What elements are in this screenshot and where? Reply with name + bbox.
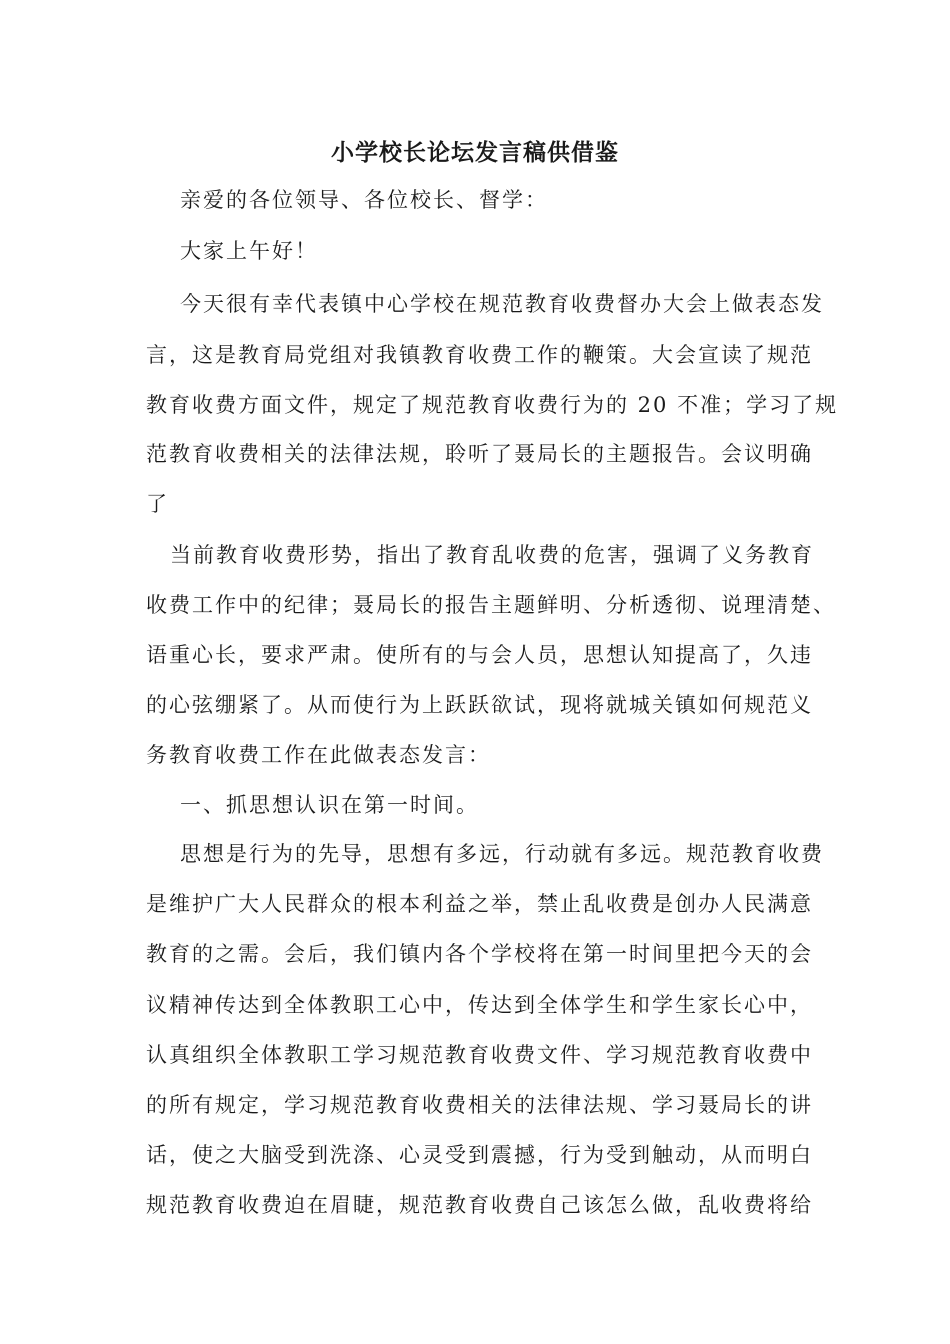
paragraph-line: 收费工作中的纪律；聂局长的报告主题鲜明、分析透彻、说理清楚、: [146, 593, 836, 617]
paragraph-line: 议精神传达到全体教职工心中，传达到全体学生和学生家长心中，: [146, 993, 813, 1017]
paragraph-line: 是维护广大人民群众的根本利益之举，禁止乱收费是创办人民满意: [146, 892, 813, 916]
paragraph-line: 当前教育收费形势，指出了教育乱收费的危害，强调了义务教育: [170, 543, 814, 567]
greeting-line: 亲爱的各位领导、各位校长、督学：: [180, 188, 548, 212]
section-heading: 一、抓思想认识在第一时间。: [180, 793, 479, 817]
paragraph-line: 今天很有幸代表镇中心学校在规范教育收费督办大会上做表态发: [180, 292, 824, 316]
paragraph-line: 思想是行为的先导，思想有多远，行动就有多远。规范教育收费: [180, 842, 824, 866]
paragraph-line: 的心弦绷紧了。从而使行为上跃跃欲试，现将就城关镇如何规范义: [146, 693, 813, 717]
document-title: 小学校长论坛发言稿供借鉴: [331, 139, 619, 166]
paragraph-line: 认真组织全体教职工学习规范教育收费文件、学习规范教育收费中: [146, 1043, 813, 1067]
paragraph-line: 语重心长，要求严肃。使所有的与会人员，思想认知提高了，久违: [146, 643, 813, 667]
paragraph-line: 的所有规定，学习规范教育收费相关的法律法规、学习聂局长的讲: [146, 1093, 813, 1117]
paragraph-line: 规范教育收费迫在眉睫，规范教育收费自己该怎么做，乱收费将给: [146, 1193, 813, 1217]
paragraph-line: 教育的之需。会后，我们镇内各个学校将在第一时间里把今天的会: [146, 942, 813, 966]
paragraph-line: 教育收费方面文件，规定了规范教育收费行为的 20 不准；学习了规: [146, 393, 839, 417]
paragraph-line: 了: [146, 492, 169, 516]
paragraph-line: 话，使之大脑受到洗涤、心灵受到震撼，行为受到触动，从而明白: [146, 1143, 813, 1167]
paragraph-line: 言，这是教育局党组对我镇教育收费工作的鞭策。大会宣读了规范: [146, 343, 813, 367]
salutation-line: 大家上午好！: [180, 239, 318, 263]
paragraph-line: 范教育收费相关的法律法规，聆听了聂局长的主题报告。会议明确: [146, 442, 813, 466]
paragraph-line: 务教育收费工作在此做表态发言：: [146, 743, 491, 767]
